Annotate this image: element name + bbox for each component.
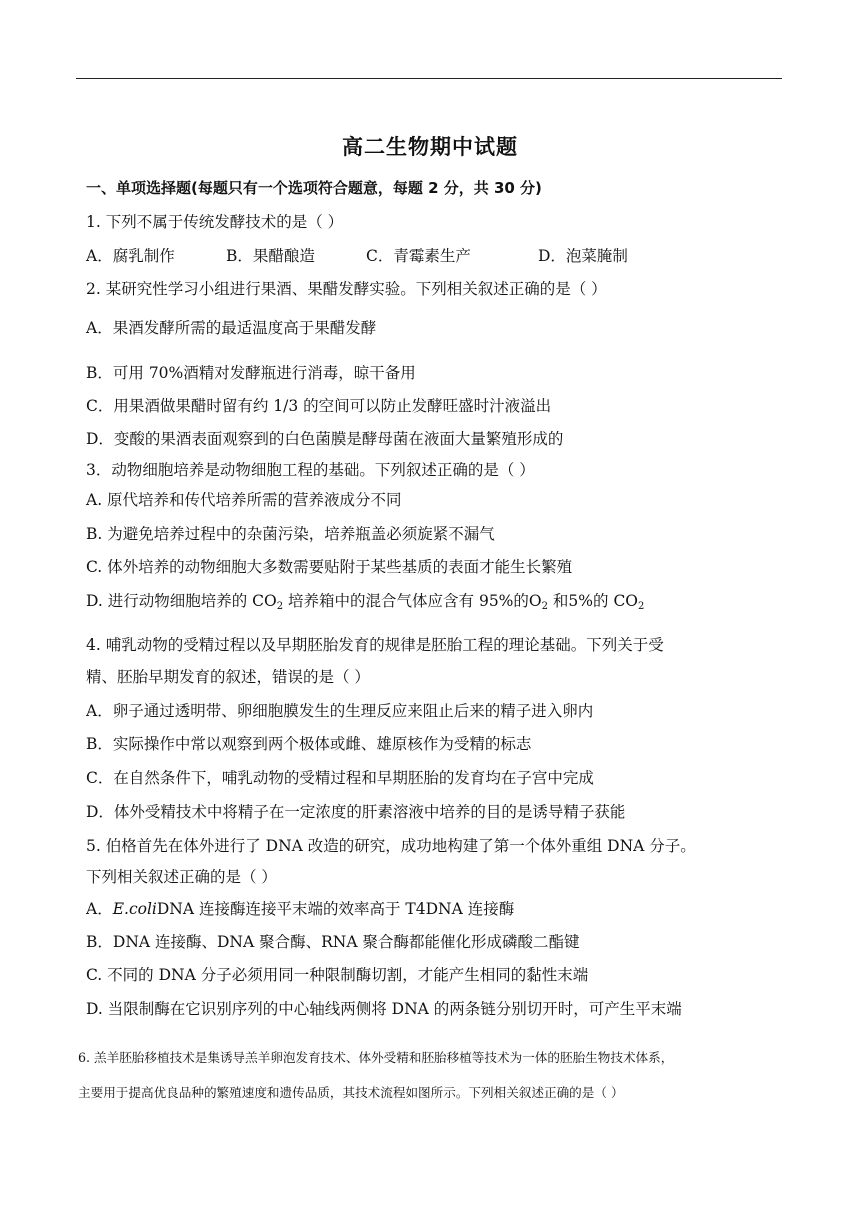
q3-stem: 3．动物细胞培养是动物细胞工程的基础。下列叙述正确的是（ ）	[86, 461, 535, 479]
q6-stem-line1: 6. 羔羊胚胎移植技术是集诱导羔羊卵泡发育技术、体外受精和胚胎移植等技术为一体的胚胎生物技术体系，	[78, 1050, 674, 1065]
q6-stem-line2: 主要用于提高优良品种的繁殖速度和遗传品质，其技术流程如图所示。下列相关叙述正确的是（ ）	[78, 1085, 624, 1100]
q4-option-b: B．实际操作中常以观察到两个极体或雌、雄原核作为受精的标志	[86, 735, 532, 753]
q5-option-b: B．DNA 连接酶、DNA 聚合酶、RNA 聚合酶都能催化形成磷酸二酯键	[86, 933, 580, 951]
q1-option-b: B．果醋酿造	[226, 247, 315, 265]
q1-option-a: A．腐乳制作	[86, 247, 175, 265]
page-title: 高二生物期中试题	[342, 135, 518, 159]
q4-option-a: A．卵子通过透明带、卵细胞膜发生的生理反应来阻止后来的精子进入卵内	[86, 702, 594, 720]
q3-option-d: D. 进行动物细胞培养的 $CO_2$ 培养箱中的混合气体应含有 95%的$O_2$ 和5%的 $CO_2$	[86, 592, 645, 612]
q5-option-d: D. 当限制酶在它识别序列的中心轴线两侧将 DNA 的两条链分别切开时，可产生平末端	[86, 1000, 682, 1018]
header-rule	[76, 78, 782, 79]
q1-stem: 1. 下列不属于传统发酵技术的是（ ）	[86, 213, 344, 231]
q4-stem-line1: 4. 哺乳动物的受精过程以及早期胚胎发育的规律是胚胎工程的理论基础。下列关于受	[86, 636, 664, 654]
q2-stem: 2. 某研究性学习小组进行果酒、果醋发酵实验。下列相关叙述正确的是（ ）	[86, 280, 607, 298]
q2-option-b: B．可用 70%酒精对发酵瓶进行消毒，晾干备用	[86, 364, 416, 382]
q3-option-b: B. 为避免培养过程中的杂菌污染，培养瓶盖必须旋紧不漏气	[86, 525, 495, 543]
q5-stem-line1: 5. 伯格首先在体外进行了 DNA 改造的研究，成功地构建了第一个体外重组 DNA 分子。	[86, 837, 696, 855]
q2-option-c: C．用果酒做果醋时留有约 1/3 的空间可以防止发酵旺盛时汁液溢出	[86, 397, 552, 415]
q1-option-d: D．泡菜腌制	[538, 247, 628, 265]
q2-option-a: A．果酒发酵所需的最适温度高于果醋发酵	[86, 319, 377, 337]
section-heading: 一、单项选择题(每题只有一个选项符合题意，每题 2 分，共 30 分)	[86, 179, 542, 197]
q3-option-c: C. 体外培养的动物细胞大多数需要贴附于某些基质的表面才能生长繁殖	[86, 558, 573, 576]
q3-option-a: A. 原代培养和传代培养所需的营养液成分不同	[86, 491, 402, 509]
q5-option-a: A．E.coliDNA 连接酶连接平末端的效率高于 T4DNA 连接酶	[86, 900, 515, 918]
q4-option-c: C．在自然条件下，哺乳动物的受精过程和早期胚胎的发育均在子宫中完成	[86, 769, 594, 787]
q5-option-c: C. 不同的 DNA 分子必须用同一种限制酶切割，才能产生相同的黏性末端	[86, 966, 589, 984]
q1-option-c: C．青霉素生产	[366, 247, 471, 265]
q4-option-d: D．体外受精技术中将精子在一定浓度的肝素溶液中培养的目的是诱导精子获能	[86, 803, 626, 821]
q5-stem-line2: 下列相关叙述正确的是（ ）	[86, 868, 277, 886]
q2-option-d: D．变酸的果酒表面观察到的白色菌膜是酵母菌在液面大量繁殖形成的	[86, 430, 564, 448]
q1-options	[86, 246, 628, 266]
q4-stem-line2: 精、胚胎早期发育的叙述，错误的是（ ）	[86, 668, 370, 686]
